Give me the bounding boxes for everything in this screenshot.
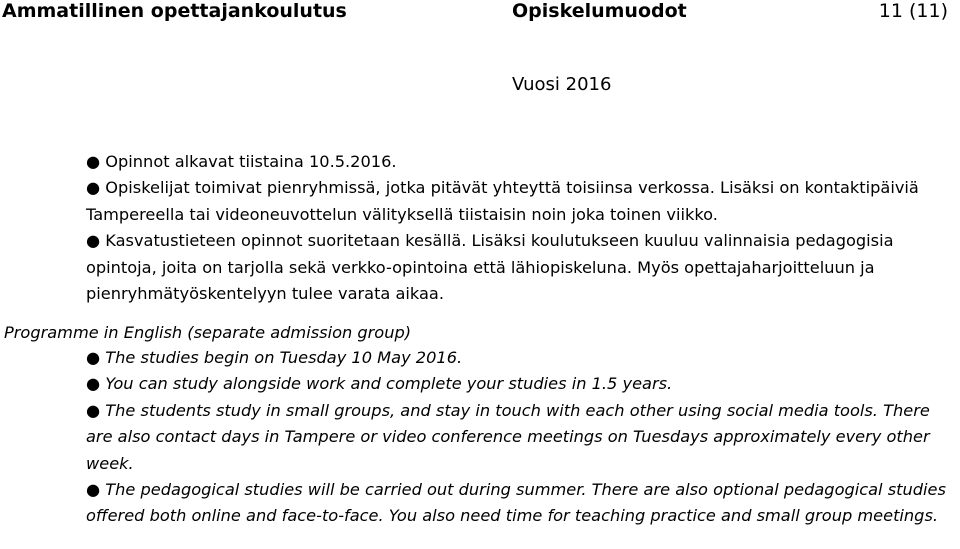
header-left-title: Ammatillinen opettajankoulutus xyxy=(2,0,347,22)
english-item: ● The students study in small groups, and stay in touch with each other using social media tools. There are also contact days in Tampere or video conference meetings on Tuesdays approximately every other week. xyxy=(86,398,952,477)
finnish-item: ● Opiskelijat toimivat pienryhmissä, jotka pitävät yhteyttä toisiinsa verkossa. Lisäksi on kontaktipäiviä Tampereella tai videoneuvottelun välityksellä tiistaisin noin joka toinen viikko. xyxy=(86,175,950,228)
page-header xyxy=(0,0,960,26)
year-heading: Vuosi 2016 xyxy=(512,74,612,95)
page-number: 11 (11) xyxy=(878,0,948,22)
finnish-item: ● Opinnot alkavat tiistaina 10.5.2016. xyxy=(86,149,950,175)
english-item: ● The pedagogical studies will be carried out during summer. There are also optional pedagogical studies offered both online and face-to-face. You also need time for teaching practice and small group meetings. xyxy=(86,477,952,530)
header-center-title: Opiskelumuodot xyxy=(512,0,687,22)
english-list xyxy=(86,345,952,530)
finnish-list xyxy=(86,149,950,307)
finnish-item: ● Kasvatustieteen opinnot suoritetaan kesällä. Lisäksi koulutukseen kuuluu valinnaisia pedagogisia opintoja, joita on tarjolla sekä verkko-opintoina että lähiopiskeluna. Myös opettajaharjoitteluun ja pienryhmätyöskentelyyn tulee varata aikaa. xyxy=(86,228,950,307)
english-item: ● You can study alongside work and complete your studies in 1.5 years. xyxy=(86,371,952,397)
english-section-title: Programme in English (separate admission group) xyxy=(4,323,412,342)
english-item: ● The studies begin on Tuesday 10 May 2016. xyxy=(86,345,952,371)
